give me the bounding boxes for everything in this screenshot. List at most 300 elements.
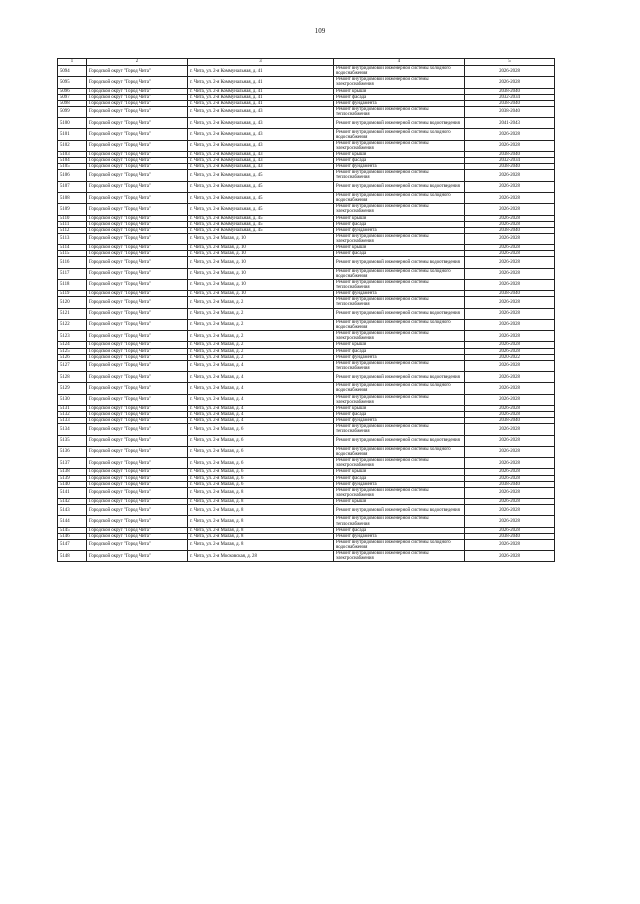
municipality-cell: Городской округ "Город Чита" xyxy=(87,446,188,457)
municipality-cell: Городской округ "Город Чита" xyxy=(87,181,188,192)
page-number: 109 xyxy=(314,27,326,35)
row-number-cell: 5125 xyxy=(58,348,87,354)
work-type-cell: Ремонт внутридомовой инженерной системы холодного водоснабжения xyxy=(334,268,465,279)
period-cell: 2026-2028 xyxy=(465,405,555,411)
table-row xyxy=(58,118,555,129)
table-row xyxy=(58,516,555,527)
work-type-cell: Ремонт внутридомовой инженерной системы электроснабжения xyxy=(334,204,465,215)
address-cell: г. Чита, ул. 2-я Малая, д. 8 xyxy=(188,527,334,533)
work-type-cell: Ремонт фундамента xyxy=(334,481,465,487)
row-number-cell: 5111 xyxy=(58,221,87,227)
address-cell: г. Чита, ул. 2-я Малая, д. 10 xyxy=(188,257,334,268)
municipality-cell: Городской округ "Город Чита" xyxy=(87,251,188,257)
address-cell: г. Чита, ул. 2-я Малая, д. 2 xyxy=(188,354,334,360)
row-number-cell: 5137 xyxy=(58,458,87,469)
table-row xyxy=(58,360,555,371)
row-number-cell: 5139 xyxy=(58,475,87,481)
table-row xyxy=(58,424,555,435)
work-type-cell: Ремонт внутридомовой инженерной системы теплоснабжения xyxy=(334,170,465,181)
address-cell: г. Чита, ул. 2-я Коммунальная, д. 43 xyxy=(188,106,334,117)
address-cell: г. Чита, ул. 2-я Малая, д. 4 xyxy=(188,394,334,405)
address-cell: г. Чита, ул. 2-я Коммунальная, д. 41 xyxy=(188,100,334,106)
address-cell: г. Чита, ул. 2-я Коммунальная, д. 43 xyxy=(188,118,334,129)
period-cell: 2026-2028 xyxy=(465,383,555,394)
address-cell: г. Чита, ул. 2-я Малая, д. 4 xyxy=(188,383,334,394)
work-type-cell: Ремонт фасада xyxy=(334,412,465,418)
period-cell: 2038-2040 xyxy=(465,481,555,487)
row-number-cell: 5148 xyxy=(58,551,87,562)
address-cell: г. Чита, ул. 2-я Малая, д. 10 xyxy=(188,251,334,257)
work-type-cell: Ремонт крыши xyxy=(334,215,465,221)
municipality-cell: Городской округ "Город Чита" xyxy=(87,192,188,203)
municipality-cell: Городской округ "Город Чита" xyxy=(87,129,188,140)
period-cell: 2026-2028 xyxy=(465,204,555,215)
period-cell: 2026-2028 xyxy=(465,360,555,371)
row-number-cell: 5132 xyxy=(58,412,87,418)
municipality-cell: Городской округ "Город Чита" xyxy=(87,505,188,516)
period-cell: 2026-2028 xyxy=(465,412,555,418)
table-row xyxy=(58,394,555,405)
municipality-cell: Городской округ "Город Чита" xyxy=(87,418,188,424)
municipality-cell: Городской округ "Город Чита" xyxy=(87,94,188,100)
row-number-cell: 5147 xyxy=(58,539,87,550)
work-type-cell: Ремонт внутридомовой инженерной системы электроснабжения xyxy=(334,394,465,405)
work-type-cell: Ремонт внутридомовой инженерной системы холодного водоснабжения xyxy=(334,129,465,140)
period-cell: 2038-2040 xyxy=(465,227,555,233)
address-cell: г. Чита, ул. 2-я Коммунальная, д. 41 xyxy=(188,77,334,88)
municipality-cell: Городской округ "Город Чита" xyxy=(87,487,188,498)
column-header: 3 xyxy=(188,59,334,66)
work-type-cell: Ремонт внутридомовой инженерной системы теплоснабжения xyxy=(334,106,465,117)
period-cell: 2038-2040 xyxy=(465,152,555,158)
table-row xyxy=(58,233,555,244)
work-type-cell: Ремонт внутридомовой инженерной системы теплоснабжения xyxy=(334,360,465,371)
table-row xyxy=(58,170,555,181)
row-number-cell: 5109 xyxy=(58,204,87,215)
row-number-cell: 5130 xyxy=(58,394,87,405)
address-cell: г. Чита, ул. 2-я Малая, д. 10 xyxy=(188,279,334,290)
work-type-cell: Ремонт крыши xyxy=(334,405,465,411)
municipality-cell: Городской округ "Город Чита" xyxy=(87,405,188,411)
row-number-cell: 5094 xyxy=(58,66,87,77)
period-cell: 2026-2028 xyxy=(465,170,555,181)
work-type-cell: Ремонт внутридомовой инженерной системы водоотведения xyxy=(334,435,465,446)
table-row xyxy=(58,279,555,290)
period-cell: 2026-2028 xyxy=(465,257,555,268)
table-row xyxy=(58,372,555,383)
municipality-cell: Городской округ "Город Чита" xyxy=(87,533,188,539)
table-row xyxy=(58,446,555,457)
work-type-cell: Ремонт внутридомовой инженерной системы теплоснабжения xyxy=(334,424,465,435)
repair-schedule-table xyxy=(57,58,555,562)
work-type-cell: Ремонт внутридомовой инженерной системы водоотведения xyxy=(334,372,465,383)
work-type-cell: Ремонт внутридомовой инженерной системы холодного водоснабжения xyxy=(334,539,465,550)
address-cell: г. Чита, ул. 2-я Коммунальная, д. 43 xyxy=(188,152,334,158)
header-row xyxy=(58,59,555,66)
municipality-cell: Городской округ "Город Чита" xyxy=(87,297,188,308)
address-cell: г. Чита, ул. 2-я Коммунальная, д. 45 xyxy=(188,221,334,227)
row-number-cell: 5099 xyxy=(58,106,87,117)
table-row xyxy=(58,551,555,562)
period-cell: 2041-2043 xyxy=(465,118,555,129)
row-number-cell: 5103 xyxy=(58,152,87,158)
row-number-cell: 5105 xyxy=(58,164,87,170)
period-cell: 2026-2028 xyxy=(465,129,555,140)
period-cell: 2026-2028 xyxy=(465,245,555,251)
period-cell: 2026-2028 xyxy=(465,251,555,257)
municipality-cell: Городской округ "Город Чита" xyxy=(87,100,188,106)
work-type-cell: Ремонт фундамента xyxy=(334,227,465,233)
work-type-cell: Ремонт крыши xyxy=(334,245,465,251)
work-type-cell: Ремонт внутридомовой инженерной системы водоотведения xyxy=(334,308,465,319)
municipality-cell: Городской округ "Город Чита" xyxy=(87,140,188,151)
municipality-cell: Городской округ "Город Чита" xyxy=(87,158,188,164)
table-row xyxy=(58,77,555,88)
address-cell: г. Чита, ул. 2-я Малая, д. 8 xyxy=(188,539,334,550)
municipality-cell: Городской округ "Город Чита" xyxy=(87,527,188,533)
column-header: 1 xyxy=(58,59,87,66)
period-cell: 2026-2028 xyxy=(465,394,555,405)
row-number-cell: 5145 xyxy=(58,527,87,533)
table-row xyxy=(58,297,555,308)
work-type-cell: Ремонт крыши xyxy=(334,498,465,504)
period-cell: 2026-2028 xyxy=(465,279,555,290)
address-cell: г. Чита, ул. 2-я Коммунальная, д. 45 xyxy=(188,204,334,215)
address-cell: г. Чита, ул. 2-я Малая, д. 6 xyxy=(188,458,334,469)
period-cell: 2026-2028 xyxy=(465,233,555,244)
period-cell: 2026-2028 xyxy=(465,446,555,457)
municipality-cell: Городской округ "Город Чита" xyxy=(87,279,188,290)
period-cell: 2026-2028 xyxy=(465,424,555,435)
work-type-cell: Ремонт фундамента xyxy=(334,418,465,424)
period-cell: 2020-2022 xyxy=(465,354,555,360)
period-cell: 2026-2028 xyxy=(465,308,555,319)
period-cell: 2026-2028 xyxy=(465,319,555,330)
address-cell: г. Чита, ул. 2-я Коммунальная, д. 45 xyxy=(188,227,334,233)
row-number-cell: 5138 xyxy=(58,469,87,475)
address-cell: г. Чита, ул. 2-я Коммунальная, д. 45 xyxy=(188,170,334,181)
row-number-cell: 5129 xyxy=(58,383,87,394)
row-number-cell: 5146 xyxy=(58,533,87,539)
address-cell: г. Чита, ул. 2-я Малая, д. 8 xyxy=(188,516,334,527)
work-type-cell: Ремонт фундамента xyxy=(334,100,465,106)
address-cell: г. Чита, ул. 2-я Коммунальная, д. 45 xyxy=(188,181,334,192)
work-type-cell: Ремонт внутридомовой инженерной системы холодного водоснабжения xyxy=(334,319,465,330)
work-type-cell: Ремонт внутридомовой инженерной системы электроснабжения xyxy=(334,551,465,562)
table-row xyxy=(58,192,555,203)
address-cell: г. Чита, ул. 2-я Малая, д. 8 xyxy=(188,505,334,516)
row-number-cell: 5101 xyxy=(58,129,87,140)
municipality-cell: Городской округ "Город Чита" xyxy=(87,458,188,469)
period-cell: 2026-2028 xyxy=(465,348,555,354)
address-cell: г. Чита, ул. 2-я Малая, д. 2 xyxy=(188,331,334,342)
municipality-cell: Городской округ "Город Чита" xyxy=(87,164,188,170)
municipality-cell: Городской округ "Город Чита" xyxy=(87,360,188,371)
address-cell: г. Чита, ул. 2-я Малая, д. 10 xyxy=(188,268,334,279)
row-number-cell: 5118 xyxy=(58,279,87,290)
period-cell: 2026-2028 xyxy=(465,516,555,527)
work-type-cell: Ремонт внутридомовой инженерной системы холодного водоснабжения xyxy=(334,446,465,457)
municipality-cell: Городской округ "Город Чита" xyxy=(87,412,188,418)
period-cell: 2026-2028 xyxy=(465,221,555,227)
municipality-cell: Городской округ "Город Чита" xyxy=(87,498,188,504)
row-number-cell: 5142 xyxy=(58,498,87,504)
table-row xyxy=(58,505,555,516)
municipality-cell: Городской округ "Город Чита" xyxy=(87,88,188,94)
row-number-cell: 5096 xyxy=(58,88,87,94)
row-number-cell: 5131 xyxy=(58,405,87,411)
row-number-cell: 5095 xyxy=(58,77,87,88)
municipality-cell: Городской округ "Город Чита" xyxy=(87,308,188,319)
work-type-cell: Ремонт фасада xyxy=(334,94,465,100)
period-cell: 2026-2028 xyxy=(465,140,555,151)
municipality-cell: Городской округ "Город Чита" xyxy=(87,424,188,435)
work-type-cell: Ремонт фасада xyxy=(334,348,465,354)
address-cell: г. Чита, ул. 2-я Малая, д. 2 xyxy=(188,342,334,348)
period-cell: 2038-2040 xyxy=(465,88,555,94)
address-cell: г. Чита, ул. 2-я Коммунальная, д. 41 xyxy=(188,66,334,77)
municipality-cell: Городской округ "Город Чита" xyxy=(87,475,188,481)
address-cell: г. Чита, ул. 2-я Малая, д. 8 xyxy=(188,487,334,498)
row-number-cell: 5126 xyxy=(58,354,87,360)
address-cell: г. Чита, ул. 2-я Малая, д. 2 xyxy=(188,348,334,354)
municipality-cell: Городской округ "Город Чита" xyxy=(87,539,188,550)
address-cell: г. Чита, ул. 2-я Малая, д. 6 xyxy=(188,424,334,435)
work-type-cell: Ремонт внутридомовой инженерной системы водоотведения xyxy=(334,118,465,129)
work-type-cell: Ремонт фасада xyxy=(334,221,465,227)
row-number-cell: 5134 xyxy=(58,424,87,435)
row-number-cell: 5135 xyxy=(58,435,87,446)
row-number-cell: 5107 xyxy=(58,181,87,192)
row-number-cell: 5108 xyxy=(58,192,87,203)
work-type-cell: Ремонт фундамента xyxy=(334,354,465,360)
row-number-cell: 5133 xyxy=(58,418,87,424)
table-row xyxy=(58,308,555,319)
municipality-cell: Городской округ "Город Чита" xyxy=(87,215,188,221)
address-cell: г. Чита, ул. 2-я Малая, д. 6 xyxy=(188,435,334,446)
work-type-cell: Ремонт внутридомовой инженерной системы электроснабжения xyxy=(334,331,465,342)
work-type-cell: Ремонт внутридомовой инженерной системы холодного водоснабжения xyxy=(334,192,465,203)
municipality-cell: Городской округ "Город Чита" xyxy=(87,435,188,446)
period-cell: 2038-2040 xyxy=(465,291,555,297)
row-number-cell: 5122 xyxy=(58,319,87,330)
work-type-cell: Ремонт фасада xyxy=(334,527,465,533)
period-cell: 2026-2028 xyxy=(465,435,555,446)
address-cell: г. Чита, ул. 2-я Малая, д. 6 xyxy=(188,475,334,481)
column-header: 2 xyxy=(87,59,188,66)
period-cell: 2038-2040 xyxy=(465,100,555,106)
address-cell: г. Чита, ул. 2-я Малая, д. 2 xyxy=(188,308,334,319)
row-number-cell: 5121 xyxy=(58,308,87,319)
address-cell: г. Чита, ул. 2-я Малая, д. 6 xyxy=(188,446,334,457)
row-number-cell: 5117 xyxy=(58,268,87,279)
municipality-cell: Городской округ "Город Чита" xyxy=(87,551,188,562)
table-row xyxy=(58,268,555,279)
municipality-cell: Городской округ "Город Чита" xyxy=(87,516,188,527)
period-cell: 2032-2034 xyxy=(465,158,555,164)
table-row xyxy=(58,383,555,394)
municipality-cell: Городской округ "Город Чита" xyxy=(87,342,188,348)
municipality-cell: Городской округ "Город Чита" xyxy=(87,118,188,129)
work-type-cell: Ремонт внутридомовой инженерной системы электроснабжения xyxy=(334,458,465,469)
row-number-cell: 5100 xyxy=(58,118,87,129)
table-row xyxy=(58,140,555,151)
work-type-cell: Ремонт внутридомовой инженерной системы холодного водоснабжения xyxy=(334,383,465,394)
address-cell: г. Чита, ул. 2-я Коммунальная, д. 41 xyxy=(188,94,334,100)
work-type-cell: Ремонт внутридомовой инженерной системы холодного водоснабжения xyxy=(334,66,465,77)
work-type-cell: Ремонт внутридомовой инженерной системы электроснабжения xyxy=(334,487,465,498)
period-cell: 2026-2028 xyxy=(465,505,555,516)
period-cell: 2026-2028 xyxy=(465,469,555,475)
row-number-cell: 5112 xyxy=(58,227,87,233)
row-number-cell: 5116 xyxy=(58,257,87,268)
address-cell: г. Чита, ул. 2-я Малая, д. 4 xyxy=(188,405,334,411)
municipality-cell: Городской округ "Город Чита" xyxy=(87,394,188,405)
municipality-cell: Городской округ "Город Чита" xyxy=(87,257,188,268)
municipality-cell: Городской округ "Город Чита" xyxy=(87,221,188,227)
work-type-cell: Ремонт внутридомовой инженерной системы водоотведения xyxy=(334,181,465,192)
row-number-cell: 5115 xyxy=(58,251,87,257)
period-cell: 2026-2028 xyxy=(465,297,555,308)
municipality-cell: Городской округ "Город Чита" xyxy=(87,77,188,88)
table-row xyxy=(58,204,555,215)
period-cell: 2026-2028 xyxy=(465,539,555,550)
row-number-cell: 5143 xyxy=(58,505,87,516)
municipality-cell: Городской округ "Город Чита" xyxy=(87,233,188,244)
work-type-cell: Ремонт внутридомовой инженерной системы теплоснабжения xyxy=(334,297,465,308)
table-row xyxy=(58,319,555,330)
table-row xyxy=(58,106,555,117)
row-number-cell: 5120 xyxy=(58,297,87,308)
period-cell: 2026-2028 xyxy=(465,498,555,504)
work-type-cell: Ремонт крыши xyxy=(334,469,465,475)
work-type-cell: Ремонт крыши xyxy=(334,88,465,94)
work-type-cell: Ремонт внутридомовой инженерной системы водоотведения xyxy=(334,505,465,516)
work-type-cell: Ремонт внутридомовой инженерной системы электроснабжения xyxy=(334,77,465,88)
period-cell: 2038-2040 xyxy=(465,164,555,170)
municipality-cell: Городской округ "Город Чита" xyxy=(87,469,188,475)
period-cell: 2038-2040 xyxy=(465,106,555,117)
municipality-cell: Городской округ "Город Чита" xyxy=(87,331,188,342)
municipality-cell: Городской округ "Город Чита" xyxy=(87,319,188,330)
address-cell: г. Чита, ул. 2-я Малая, д. 10 xyxy=(188,233,334,244)
address-cell: г. Чита, ул. 2-я Коммунальная, д. 45 xyxy=(188,215,334,221)
period-cell: 2038-2040 xyxy=(465,533,555,539)
row-number-cell: 5104 xyxy=(58,158,87,164)
period-cell: 2026-2028 xyxy=(465,372,555,383)
address-cell: г. Чита, ул. 2-я Малая, д. 6 xyxy=(188,469,334,475)
municipality-cell: Городской округ "Город Чита" xyxy=(87,170,188,181)
table-row xyxy=(58,129,555,140)
work-type-cell: Ремонт внутридомовой инженерной системы электроснабжения xyxy=(334,233,465,244)
municipality-cell: Городской округ "Город Чита" xyxy=(87,481,188,487)
row-number-cell: 5144 xyxy=(58,516,87,527)
table-row xyxy=(58,458,555,469)
address-cell: г. Чита, ул. 2-я Малая, д. 8 xyxy=(188,533,334,539)
period-cell: 2026-2028 xyxy=(465,192,555,203)
period-cell: 2026-2028 xyxy=(465,342,555,348)
address-cell: г. Чита, ул. 2-я Коммунальная, д. 45 xyxy=(188,192,334,203)
address-cell: г. Чита, ул. 2-я Коммунальная, д. 43 xyxy=(188,140,334,151)
municipality-cell: Городской округ "Город Чита" xyxy=(87,348,188,354)
row-number-cell: 5128 xyxy=(58,372,87,383)
period-cell: 2026-2028 xyxy=(465,487,555,498)
row-number-cell: 5141 xyxy=(58,487,87,498)
municipality-cell: Городской округ "Город Чита" xyxy=(87,268,188,279)
address-cell: г. Чита, ул. 2-я Малая, д. 8 xyxy=(188,498,334,504)
row-number-cell: 5114 xyxy=(58,245,87,251)
column-header: 4 xyxy=(334,59,465,66)
period-cell: 2026-2028 xyxy=(465,331,555,342)
municipality-cell: Городской округ "Город Чита" xyxy=(87,66,188,77)
table-row xyxy=(58,539,555,550)
table-row xyxy=(58,257,555,268)
work-type-cell: Ремонт фундамента xyxy=(334,164,465,170)
period-cell: 2026-2028 xyxy=(465,475,555,481)
period-cell: 2032-2034 xyxy=(465,94,555,100)
period-cell: 2026-2028 xyxy=(465,527,555,533)
row-number-cell: 5098 xyxy=(58,100,87,106)
period-cell: 2026-2028 xyxy=(465,77,555,88)
column-header: 5 xyxy=(465,59,555,66)
work-type-cell: Ремонт крыши xyxy=(334,152,465,158)
municipality-cell: Городской округ "Город Чита" xyxy=(87,227,188,233)
period-cell: 2026-2028 xyxy=(465,268,555,279)
address-cell: г. Чита, ул. 2-я Малая, д. 4 xyxy=(188,360,334,371)
row-number-cell: 5140 xyxy=(58,481,87,487)
work-type-cell: Ремонт фасада xyxy=(334,158,465,164)
row-number-cell: 5097 xyxy=(58,94,87,100)
municipality-cell: Городской округ "Город Чита" xyxy=(87,204,188,215)
address-cell: г. Чита, ул. 2-я Коммунальная, д. 41 xyxy=(188,88,334,94)
work-type-cell: Ремонт фасада xyxy=(334,251,465,257)
address-cell: г. Чита, ул. 2-я Московская, д. 28 xyxy=(188,551,334,562)
row-number-cell: 5106 xyxy=(58,170,87,181)
municipality-cell: Городской округ "Город Чита" xyxy=(87,354,188,360)
municipality-cell: Городской округ "Город Чита" xyxy=(87,245,188,251)
table-row xyxy=(58,66,555,77)
table-row xyxy=(58,435,555,446)
municipality-cell: Городской округ "Город Чита" xyxy=(87,383,188,394)
period-cell: 2038-2040 xyxy=(465,418,555,424)
work-type-cell: Ремонт фундамента xyxy=(334,533,465,539)
work-type-cell: Ремонт фасада xyxy=(334,475,465,481)
address-cell: г. Чита, ул. 2-я Коммунальная, д. 43 xyxy=(188,164,334,170)
address-cell: г. Чита, ул. 2-я Малая, д. 10 xyxy=(188,245,334,251)
work-type-cell: Ремонт внутридомовой инженерной системы электроснабжения xyxy=(334,140,465,151)
row-number-cell: 5110 xyxy=(58,215,87,221)
period-cell: 2026-2028 xyxy=(465,215,555,221)
municipality-cell: Городской округ "Город Чита" xyxy=(87,106,188,117)
row-number-cell: 5124 xyxy=(58,342,87,348)
table-row xyxy=(58,487,555,498)
work-type-cell: Ремонт внутридомовой инженерной системы водоотведения xyxy=(334,257,465,268)
municipality-cell: Городской округ "Город Чита" xyxy=(87,372,188,383)
address-cell: г. Чита, ул. 2-я Малая, д. 2 xyxy=(188,297,334,308)
work-type-cell: Ремонт внутридомовой инженерной системы теплоснабжения xyxy=(334,516,465,527)
work-type-cell: Ремонт фундамента xyxy=(334,291,465,297)
address-cell: г. Чита, ул. 2-я Малая, д. 10 xyxy=(188,291,334,297)
address-cell: г. Чита, ул. 2-я Малая, д. 4 xyxy=(188,418,334,424)
municipality-cell: Городской округ "Город Чита" xyxy=(87,152,188,158)
address-cell: г. Чита, ул. 2-я Малая, д. 2 xyxy=(188,319,334,330)
row-number-cell: 5127 xyxy=(58,360,87,371)
address-cell: г. Чита, ул. 2-я Малая, д. 6 xyxy=(188,481,334,487)
period-cell: 2026-2028 xyxy=(465,66,555,77)
municipality-cell: Городской округ "Город Чита" xyxy=(87,291,188,297)
table-row xyxy=(58,181,555,192)
row-number-cell: 5136 xyxy=(58,446,87,457)
